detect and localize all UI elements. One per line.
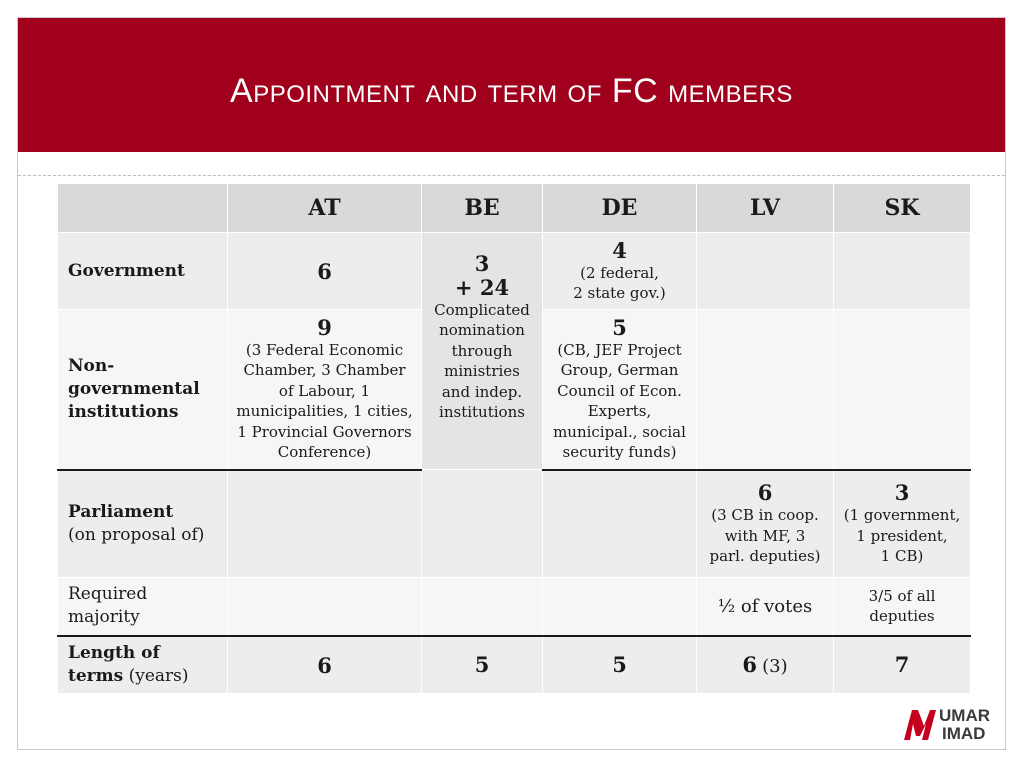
non-governmental-de-note-3: Council of Econ. (557, 381, 682, 400)
length-lv (697, 636, 834, 694)
parliament-at (228, 470, 422, 578)
logo-mark-icon (904, 710, 936, 740)
length-lv-note: (3) (762, 656, 788, 678)
non-governmental-at-note-4: municipalities, 1 cities, (236, 402, 413, 421)
non-governmental-label (58, 310, 228, 470)
government-lv (697, 233, 834, 310)
majority-sk (834, 578, 971, 636)
be-note-3: through (451, 341, 513, 360)
parliament-sk-note-3: 1 CB) (880, 547, 924, 565)
be-note-5: and indep. (441, 382, 523, 401)
majority-sk-2: deputies (869, 607, 935, 626)
majority-lv (697, 578, 834, 636)
non-governmental-de (543, 310, 697, 470)
parliament-sk-note-1: (1 government, (843, 506, 961, 524)
government-label-text: Government (68, 260, 185, 281)
non-governmental-at-note-2: Chamber, 3 Chamber (243, 361, 406, 380)
slide-title: Appointment and term of FC members (230, 72, 793, 110)
be-value-1: 3 (474, 250, 490, 276)
non-governmental-at (228, 310, 422, 470)
be-value-2: + 24 (454, 274, 510, 300)
majority-label-2: majority (68, 607, 140, 628)
header-at: AT (228, 184, 422, 233)
non-governmental-lv (697, 310, 834, 470)
parliament-sk-note-2: 1 president, (856, 526, 948, 545)
logo-line-1: UMAR (939, 706, 990, 725)
be-note-1: Complicated (434, 300, 530, 319)
government-at-value: 6 (317, 258, 332, 284)
parliament-lv-note-2: with MF, 3 (724, 526, 806, 545)
row-government (58, 233, 971, 310)
fc-members-table (57, 183, 971, 694)
non-governmental-at-note-6: Conference) (277, 443, 372, 462)
row-majority (58, 578, 971, 636)
non-governmental-label-1: Non- (68, 355, 115, 376)
non-governmental-at-value: 9 (317, 314, 332, 340)
non-governmental-at-note-1: (3 Federal Economic (245, 340, 404, 359)
parliament-lv-note-3: parl. deputies) (709, 547, 821, 565)
length-label-1: Length of (68, 642, 160, 663)
parliament-label (58, 470, 228, 578)
divider (18, 175, 1005, 176)
length-de-value: 5 (612, 652, 627, 678)
government-de-value: 4 (612, 237, 627, 263)
parliament-label-normal: (on proposal of) (68, 524, 205, 545)
length-label (58, 636, 228, 694)
parliament-label-bold: Parliament (68, 501, 174, 522)
length-de (543, 636, 697, 694)
parliament-sk (834, 470, 971, 578)
length-be (422, 636, 543, 694)
parliament-lv (697, 470, 834, 578)
non-governmental-de-note-6: security funds) (562, 443, 677, 462)
non-governmental-sk (834, 310, 971, 470)
non-governmental-label-3: institutions (68, 401, 179, 422)
logo-line-2: IMAD (942, 724, 986, 742)
header-sk: SK (834, 184, 971, 233)
non-governmental-de-note-4: Experts, (587, 402, 652, 421)
majority-be (422, 578, 543, 636)
length-label-2: terms (68, 665, 124, 686)
length-be-value: 5 (474, 652, 490, 678)
majority-lv-value: ½ of votes (717, 595, 813, 617)
government-de-note-2: 2 state gov.) (573, 284, 666, 302)
non-governmental-de-note-2: Group, German (560, 361, 679, 380)
majority-label (58, 578, 228, 636)
umar-imad-logo (902, 704, 998, 742)
parliament-lv-value: 6 (757, 480, 773, 505)
header-be: BE (422, 184, 543, 233)
parliament-sk-value: 3 (894, 480, 910, 505)
length-at-value: 6 (317, 652, 332, 678)
be-note-2: nomination (439, 321, 525, 339)
government-at (228, 233, 422, 310)
non-governmental-de-value: 5 (612, 314, 627, 340)
non-governmental-de-note-5: municipal., social (553, 422, 686, 441)
header-de: DE (543, 184, 697, 233)
government-de (543, 233, 697, 310)
government-de-note-1: (2 federal, (580, 263, 659, 282)
be-combined-cell (422, 233, 543, 470)
row-parliament (58, 470, 971, 578)
length-sk-value: 7 (894, 652, 910, 678)
be-note-4: ministries (444, 362, 520, 380)
parliament-de (543, 470, 697, 578)
be-note-6: institutions (439, 403, 525, 421)
length-at (228, 636, 422, 694)
non-governmental-at-note-5: 1 Provincial Governors (237, 422, 412, 441)
majority-label-1: Required (68, 584, 148, 605)
non-governmental-at-note-3: of Labour, 1 (278, 381, 371, 400)
header-lv: LV (697, 184, 834, 233)
length-sk (834, 636, 971, 694)
header-row (58, 184, 971, 233)
row-length (58, 636, 971, 694)
parliament-be (422, 470, 543, 578)
government-label (58, 233, 228, 310)
majority-sk-1: 3/5 of all (868, 586, 936, 605)
government-sk (834, 233, 971, 310)
non-governmental-label-2: governmental (68, 378, 200, 399)
non-governmental-de-note-1: (CB, JEF Project (557, 340, 682, 359)
majority-at (228, 578, 422, 636)
majority-de (543, 578, 697, 636)
length-lv-value: 6 (742, 652, 758, 678)
header-empty (58, 184, 228, 233)
parliament-lv-note-1: (3 CB in coop. (711, 506, 819, 524)
length-label-unit: (years) (128, 665, 189, 686)
